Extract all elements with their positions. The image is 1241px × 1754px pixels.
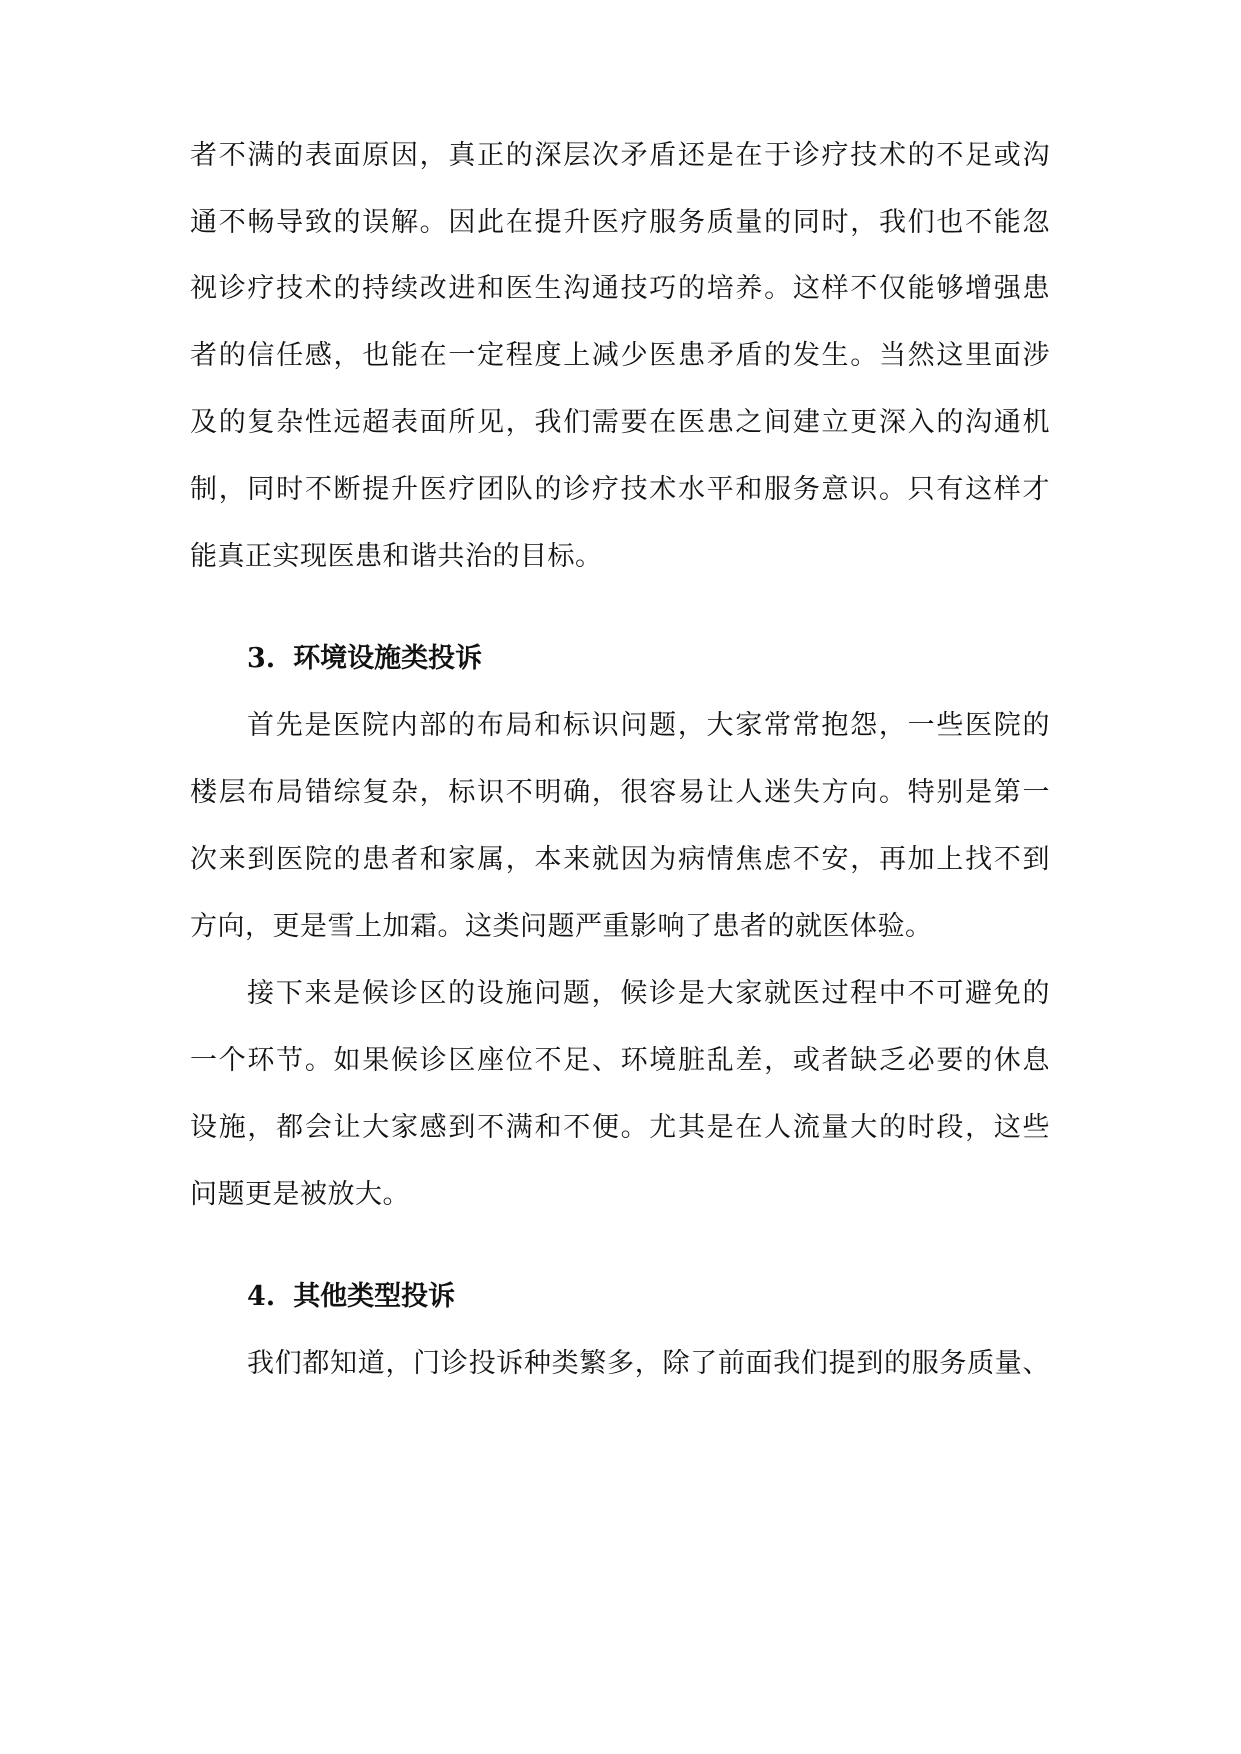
- paragraph-line: 通不畅导致的误解。因此在提升医疗服务质量的同时，我们也不能忽: [190, 207, 1050, 238]
- paragraph-line: 楼层布局错综复杂，标识不明确，很容易让人迷失方向。特别是第一: [190, 777, 1050, 808]
- paragraph-line: 者不满的表面原因，真正的深层次矛盾还是在于诊疗技术的不足或沟: [190, 140, 1050, 171]
- paragraph-line: 次来到医院的患者和家属，本来就因为病情焦虑不安，再加上找不到: [190, 844, 1050, 875]
- paragraph-line: 我们都知道，门诊投诉种类繁多，除了前面我们提到的服务质量、: [247, 1348, 1050, 1379]
- paragraph-line: 方向，更是雪上加霜。这类问题严重影响了患者的就医体验。: [190, 911, 933, 942]
- paragraph-line: 一个环节。如果候诊区座位不足、环境脏乱差，或者缺乏必要的休息: [190, 1045, 1050, 1076]
- paragraph-line: 首先是医院内部的布局和标识问题，大家常常抱怨，一些医院的: [247, 710, 1050, 741]
- paragraph-line: 及的复杂性远超表面所见，我们需要在医患之间建立更深入的沟通机: [190, 407, 1050, 438]
- section-number: 3.: [247, 643, 276, 674]
- paragraph-line: 视诊疗技术的持续改进和医生沟通技巧的培养。这样不仅能够增强患: [190, 273, 1050, 304]
- section-number: 4.: [247, 1281, 276, 1312]
- section-title: 环境设施类投诉: [293, 643, 483, 674]
- paragraph-line: 接下来是候诊区的设施问题，候诊是大家就医过程中不可避免的: [247, 978, 1050, 1009]
- paragraph-line: 者的信任感，也能在一定程度上减少医患矛盾的发生。当然这里面涉: [190, 340, 1050, 371]
- paragraph-line: 能真正实现医患和谐共治的目标。: [190, 541, 603, 572]
- paragraph-line: 制，同时不断提升医疗团队的诊疗技术水平和服务意识。只有这样才: [190, 474, 1050, 505]
- section-title: 其他类型投诉: [293, 1281, 456, 1312]
- section-heading-4: [247, 1277, 455, 1317]
- paragraph-line: 设施，都会让大家感到不满和不便。尤其是在人流量大的时段，这些: [190, 1112, 1050, 1143]
- paragraph-line: 问题更是被放大。: [190, 1179, 410, 1210]
- section-heading-3: [247, 639, 482, 679]
